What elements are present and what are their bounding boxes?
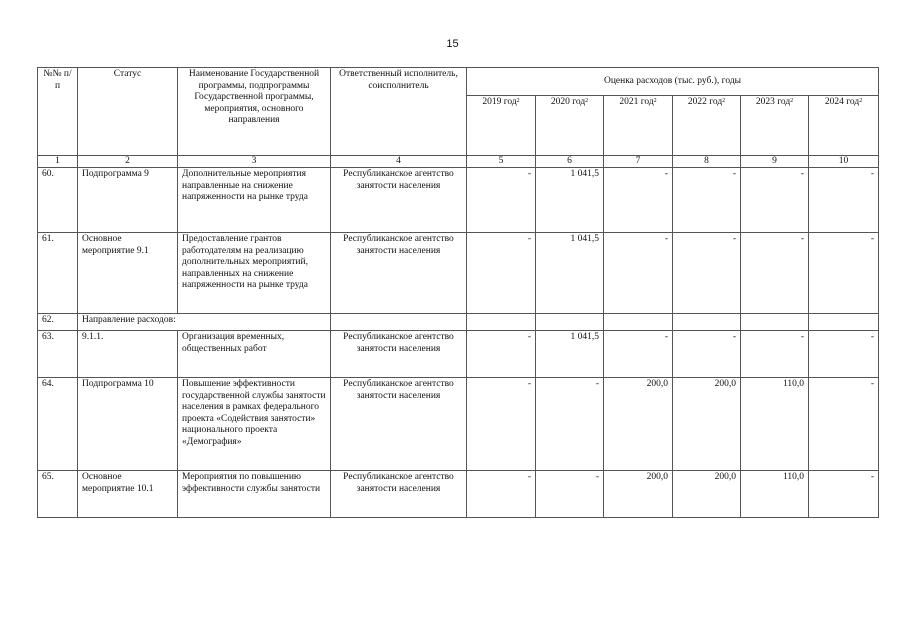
row-value-2020: 1 041,5 — [536, 331, 604, 378]
row-value-2023: 110,0 — [741, 378, 809, 471]
row-value-2020: - — [536, 471, 604, 518]
row-value-2024: - — [809, 378, 879, 471]
row-num: 60. — [38, 168, 78, 233]
row-value-2020: 1 041,5 — [536, 233, 604, 314]
row-value-2022: - — [673, 168, 741, 233]
row-value-2021: - — [604, 331, 673, 378]
table-row — [38, 331, 879, 378]
row-name: Организация временных, общественных работ — [178, 331, 331, 378]
header-name: Наименование Государственной программы, подпрограммы Государственной программы, мероприятия, основного направления — [178, 68, 331, 156]
row-executor: Республиканское агентство занятости населения — [331, 378, 467, 471]
budget-table — [37, 67, 879, 518]
page-number: 15 — [446, 38, 459, 50]
row-value-2024: - — [809, 471, 879, 518]
row-executor: Республиканское агентство занятости населения — [331, 233, 467, 314]
row-value-2024: - — [809, 233, 879, 314]
header-year-2024: 2024 год$^2$ — [809, 96, 879, 156]
row-name: Дополнительные мероприятия направленные на снижение напряженности на рынке труда — [178, 168, 331, 233]
row-executor — [331, 314, 467, 331]
table-row — [38, 168, 879, 233]
column-number-row — [38, 156, 879, 168]
header-executor: Ответственный исполнитель, соисполнитель — [331, 68, 467, 156]
row-value-2024: - — [809, 331, 879, 378]
table-row — [38, 233, 879, 314]
row-value-2024 — [809, 314, 879, 331]
row-value-2022: - — [673, 331, 741, 378]
header-year-2020: 2020 год$^2$ — [536, 96, 604, 156]
row-num: 65. — [38, 471, 78, 518]
header-year-2023: 2023 год$^2$ — [741, 96, 809, 156]
col-number: 6 — [536, 156, 604, 168]
row-status: Подпрограмма 9 — [78, 168, 178, 233]
row-value-2022: 200,0 — [673, 378, 741, 471]
row-status: Направление расходов: — [78, 314, 331, 331]
table-row — [38, 314, 879, 331]
row-value-2023 — [741, 314, 809, 331]
row-value-2019: - — [467, 233, 536, 314]
row-value-2021: - — [604, 233, 673, 314]
row-status: Основное мероприятие 9.1 — [78, 233, 178, 314]
table-row — [38, 471, 879, 518]
row-value-2022: - — [673, 233, 741, 314]
header-cost: Оценка расходов (тыс. руб.), годы — [467, 68, 879, 96]
row-value-2021: - — [604, 168, 673, 233]
row-value-2024: - — [809, 168, 879, 233]
row-value-2020: 1 041,5 — [536, 168, 604, 233]
header-year-2019: 2019 год$^2$ — [467, 96, 536, 156]
row-num: 61. — [38, 233, 78, 314]
col-number: 1 — [38, 156, 78, 168]
row-value-2023: - — [741, 331, 809, 378]
col-number: 9 — [741, 156, 809, 168]
row-value-2021: 200,0 — [604, 471, 673, 518]
row-num: 64. — [38, 378, 78, 471]
row-value-2019: - — [467, 378, 536, 471]
row-value-2020 — [536, 314, 604, 331]
col-number: 4 — [331, 156, 467, 168]
row-value-2023: 110,0 — [741, 471, 809, 518]
row-value-2020: - — [536, 378, 604, 471]
row-num: 62. — [38, 314, 78, 331]
table-row — [38, 378, 879, 471]
row-value-2019: - — [467, 471, 536, 518]
header-status: Статус — [78, 68, 178, 156]
header-year-2022: 2022 год$^2$ — [673, 96, 741, 156]
row-status: Подпрограмма 10 — [78, 378, 178, 471]
col-number: 10 — [809, 156, 879, 168]
col-number: 5 — [467, 156, 536, 168]
row-value-2019 — [467, 314, 536, 331]
row-name: Повышение эффективности государственной службы занятости населения в рамках федерального проекта «Содействия занятости» национального проекта «Демография» — [178, 378, 331, 471]
row-status: 9.1.1. — [78, 331, 178, 378]
col-number: 2 — [78, 156, 178, 168]
header-num: №№ п/п — [38, 68, 78, 156]
header-year-2021: 2021 год$^2$ — [604, 96, 673, 156]
row-executor: Республиканское агентство занятости населения — [331, 471, 467, 518]
col-number: 8 — [673, 156, 741, 168]
row-value-2021 — [604, 314, 673, 331]
row-name: Мероприятия по повышению эффективности службы занятости — [178, 471, 331, 518]
row-name: Предоставление грантов работодателям на реализацию дополнительных мероприятий, направленных на снижение напряженности на рынке труда — [178, 233, 331, 314]
col-number: 3 — [178, 156, 331, 168]
row-value-2023: - — [741, 168, 809, 233]
col-number: 7 — [604, 156, 673, 168]
row-num: 63. — [38, 331, 78, 378]
row-value-2023: - — [741, 233, 809, 314]
row-value-2021: 200,0 — [604, 378, 673, 471]
row-status: Основное мероприятие 10.1 — [78, 471, 178, 518]
row-value-2022: 200,0 — [673, 471, 741, 518]
row-executor: Республиканское агентство занятости населения — [331, 168, 467, 233]
row-value-2022 — [673, 314, 741, 331]
row-value-2019: - — [467, 168, 536, 233]
row-value-2019: - — [467, 331, 536, 378]
row-executor: Республиканское агентство занятости населения — [331, 331, 467, 378]
